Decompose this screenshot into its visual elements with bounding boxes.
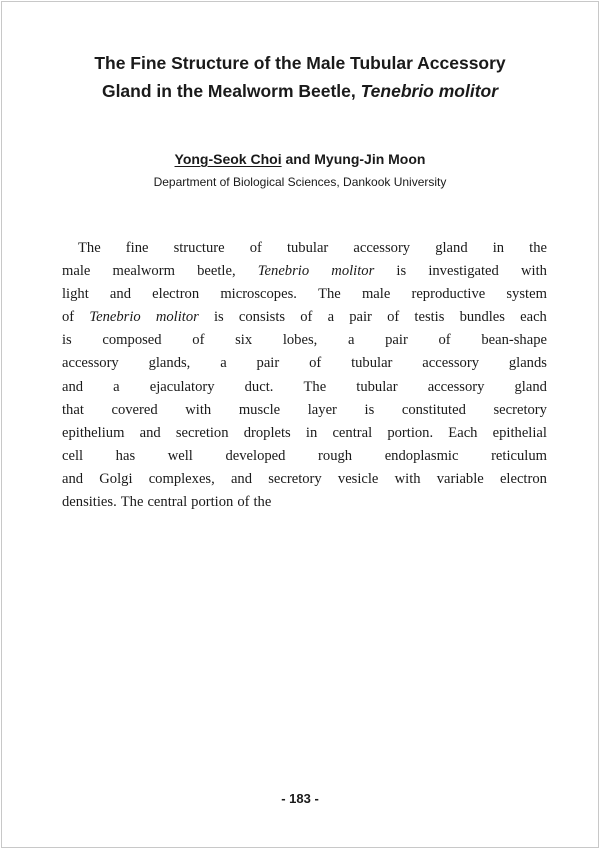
abstract-line [62, 329, 547, 352]
abstract-word: is [213, 309, 224, 326]
abstract-word: has [115, 447, 136, 464]
abstract-word: of [387, 309, 400, 326]
abstract-word: with [185, 401, 212, 418]
abstract-word: droplets [243, 424, 291, 441]
abstract-word: male [361, 286, 391, 303]
abstract-word: electron [499, 470, 547, 487]
abstract-word: tubular [356, 378, 398, 395]
abstract-line [62, 468, 547, 491]
abstract-line [62, 237, 547, 260]
abstract-word: reproductive [411, 286, 486, 303]
abstract-word: complexes, [148, 470, 215, 487]
title-line-1: The Fine Structure of the Male Tubular Accessory [94, 53, 506, 73]
abstract-word: glands, [148, 355, 191, 372]
author-conjunction: and [285, 151, 311, 167]
abstract-word: bundles [459, 309, 505, 326]
abstract-word: cell [62, 447, 84, 464]
abstract-word: central [147, 494, 188, 511]
title-line-2-text: Gland in the Mealworm Beetle, [101, 81, 361, 101]
abstract-word: accessory [62, 355, 119, 372]
abstract-word: well [167, 447, 193, 464]
abstract-species-word: Tenebrio [89, 309, 141, 326]
abstract-word: mealworm [112, 263, 175, 280]
abstract-word: ejaculatory [149, 378, 215, 395]
abstract-word: of [192, 332, 205, 349]
abstract-line [62, 422, 547, 445]
abstract-word: light [62, 286, 89, 303]
abstract-line [62, 376, 547, 399]
abstract-species-word: molitor [155, 309, 199, 326]
abstract-word: investigated [428, 263, 499, 280]
page-number: - 183 - [281, 791, 319, 806]
abstract-word: densities. [62, 494, 117, 511]
abstract-line [62, 445, 547, 468]
author-1: Yong-Seok Choi [174, 151, 282, 167]
abstract-word: a [347, 332, 355, 349]
abstract-word: testis [414, 309, 445, 326]
abstract-word: and [230, 470, 253, 487]
abstract-word: portion. [387, 424, 434, 441]
abstract-word: pair [256, 355, 280, 372]
abstract-word: The [318, 286, 341, 303]
abstract-word: gland [435, 240, 468, 256]
abstract-word: the [253, 494, 272, 511]
abstract-word: Golgi [99, 470, 133, 487]
abstract-word: of [249, 240, 262, 256]
abstract-word: developed [225, 447, 286, 464]
abstract-word: and [109, 286, 131, 303]
abstract-word: covered [111, 401, 158, 418]
abstract-word: system [506, 286, 547, 303]
abstract-word: in [492, 240, 505, 256]
abstract-word: secretory [268, 470, 322, 487]
abstract-line [62, 283, 547, 306]
abstract-word: layer [307, 401, 337, 418]
abstract-word: The [78, 240, 101, 256]
abstract-line [62, 352, 547, 375]
abstract-word: of [300, 309, 313, 326]
abstract-word: is [364, 401, 375, 418]
paper-title [40, 49, 560, 105]
abstract-word: beetle, [197, 263, 236, 280]
author-2: Myung-Jin Moon [314, 151, 426, 167]
abstract-word: rough [318, 447, 353, 464]
abstract-word: structure [173, 240, 225, 256]
abstract-word: electron [152, 286, 200, 303]
title-line-2 [40, 77, 560, 105]
abstract-word: accessory [353, 240, 411, 256]
abstract-word: secretory [493, 401, 547, 418]
abstract-word: pair [385, 332, 408, 349]
abstract-word: lobes, [282, 332, 318, 349]
abstract [62, 237, 547, 514]
title-species: Tenebrio molitor [360, 81, 499, 101]
abstract-word: a [327, 309, 335, 326]
abstract-word: is [396, 263, 407, 280]
abstract-word: The [120, 494, 144, 511]
abstract-word: that [62, 401, 84, 418]
abstract-word: with [394, 470, 421, 487]
abstract-word: a [220, 355, 227, 372]
abstract-word: of [237, 494, 250, 511]
abstract-word: with [521, 263, 547, 280]
abstract-word: The [303, 378, 327, 395]
abstract-word: Each [448, 424, 478, 441]
abstract-word: epithelium [62, 424, 125, 441]
abstract-word: secretion [175, 424, 229, 441]
abstract-species-word: molitor [331, 263, 375, 280]
abstract-word: glands [508, 355, 547, 372]
abstract-word: reticulum [491, 447, 547, 464]
abstract-word: constituted [401, 401, 466, 418]
abstract-word: consists [238, 309, 286, 326]
abstract-word: six [235, 332, 253, 349]
abstract-word: muscle [238, 401, 281, 418]
abstract-species-word: Tenebrio [257, 263, 310, 280]
abstract-word: and [62, 378, 84, 395]
abstract-word: a [113, 378, 120, 395]
abstract-word: and [139, 424, 161, 441]
abstract-word: epithelial [492, 424, 547, 441]
abstract-word: bean-shape [481, 332, 547, 349]
abstract-word: the [529, 240, 547, 256]
abstract-word: fine [125, 240, 149, 256]
abstract-word: tubular [351, 355, 393, 372]
abstract-word: in [305, 424, 318, 441]
abstract-word: endoplasmic [384, 447, 459, 464]
abstract-word: and [62, 470, 84, 487]
abstract-word: composed [102, 332, 162, 349]
abstract-line [62, 491, 547, 514]
abstract-line [62, 306, 547, 329]
abstract-word: accessory [422, 355, 479, 372]
abstract-word: tubular [286, 240, 329, 256]
abstract-word: male [62, 263, 91, 280]
abstract-word: microscopes. [220, 286, 297, 303]
abstract-word: accessory [427, 378, 485, 395]
affiliation: Department of Biological Sciences, Dankook University [153, 175, 447, 189]
abstract-word: portion [191, 494, 234, 511]
abstract-word: variable [436, 470, 484, 487]
abstract-word: pair [349, 309, 372, 326]
abstract-word: each [520, 309, 547, 326]
authors [40, 150, 560, 168]
abstract-line [62, 260, 547, 283]
abstract-word: central [332, 424, 373, 441]
abstract-word: gland [514, 378, 547, 395]
abstract-word: duct. [244, 378, 274, 395]
abstract-word: of [438, 332, 451, 349]
abstract-word: of [62, 309, 75, 326]
abstract-word: of [309, 355, 322, 372]
abstract-word: vesicle [337, 470, 379, 487]
abstract-line [62, 399, 547, 422]
abstract-word: is [62, 332, 72, 349]
